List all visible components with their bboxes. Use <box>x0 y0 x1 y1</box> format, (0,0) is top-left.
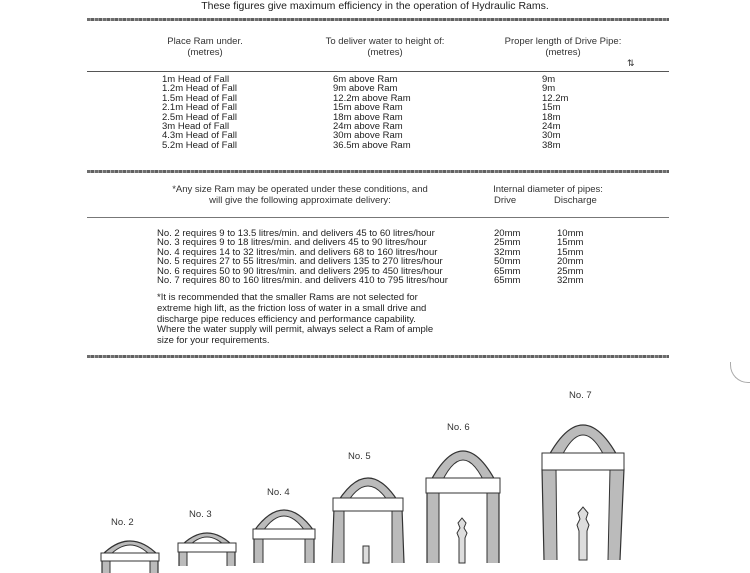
header-drive-pipe <box>478 36 648 58</box>
table-cell: 20mm <box>557 256 584 268</box>
delivery-intro-line: will give the following approximate delivery: <box>209 195 391 206</box>
header-deliver-height <box>300 36 470 58</box>
delivery-intro <box>150 184 450 206</box>
column-drive-length <box>542 75 568 150</box>
table-cell: 1.5m Head of Fall <box>162 92 237 104</box>
header-unit: (metres) <box>187 47 223 58</box>
delivery-intro-line: *Any size Ram may be operated under these conditions, and <box>172 184 428 195</box>
header-line: Proper length of Drive Pipe: <box>504 36 622 47</box>
ram-no6-illustration <box>425 438 501 563</box>
table-cell: 20mm <box>494 228 521 239</box>
table-cell: 10mm <box>557 228 584 239</box>
ram-label-no7: No. 7 <box>569 390 592 401</box>
header-unit: (metres) <box>367 47 403 58</box>
column-delivery-height <box>333 75 411 150</box>
pipes-header: Internal diameter of pipes: <box>493 184 603 195</box>
table-cell: 9m <box>542 83 556 95</box>
table-cell: 15mm <box>557 237 584 249</box>
table-cell: 18m above Ram <box>333 111 403 123</box>
table-cell: No. 3 requires 9 to 18 litres/min. and delivers 45 to 90 litres/hour <box>157 237 427 249</box>
table-cell: 3m Head of Fall <box>162 121 230 133</box>
intro-text: These figures give maximum efficiency in the operation of Hydraulic Rams. <box>201 0 549 12</box>
table-cell: No. 5 requires 27 to 55 litres/min. and delivers 135 to 270 litres/hour <box>157 256 443 268</box>
table-cell: 38m <box>542 139 561 151</box>
table-cell: 15m <box>542 102 561 114</box>
table-cell: 2.5m Head of Fall <box>162 111 237 123</box>
header-line: To deliver water to height of: <box>325 36 445 47</box>
divider <box>87 170 669 173</box>
table-cell: 65mm <box>494 275 521 287</box>
discharge-header: Discharge <box>554 195 597 206</box>
table-cell: 1m Head of Fall <box>162 74 230 85</box>
ram-no3-illustration <box>177 526 237 566</box>
table-cell: 24m above Ram <box>333 121 403 133</box>
divider <box>87 71 669 72</box>
table-cell: 30m above Ram <box>333 130 403 142</box>
table-cell: No. 2 requires 9 to 13.5 litres/min. and delivers 45 to 60 litres/hour <box>157 228 435 239</box>
table-cell: 15m above Ram <box>333 102 403 114</box>
table-cell: 5.2m Head of Fall <box>162 139 237 151</box>
recommendation-note <box>157 293 433 347</box>
table-cell: 6m above Ram <box>333 74 398 85</box>
divider <box>87 355 669 358</box>
table-cell: 9m above Ram <box>333 83 398 95</box>
column-requirements <box>157 229 448 285</box>
table-cell: No. 7 requires 80 to 160 litres/min. and delivers 410 to 795 litres/hour <box>157 275 448 287</box>
ram-label-no5: No. 5 <box>348 451 371 462</box>
divider <box>87 18 669 21</box>
ram-label-no2: No. 2 <box>111 517 134 528</box>
table-cell: 4.3m Head of Fall <box>162 130 237 142</box>
table-cell: 30m <box>542 130 561 142</box>
column-drive-diameter <box>494 229 520 285</box>
table-cell: 2.1m Head of Fall <box>162 102 237 114</box>
table-cell: 1.2m Head of Fall <box>162 83 237 95</box>
table-cell: 12.2m above Ram <box>333 92 411 104</box>
table-cell: 25mm <box>557 265 584 277</box>
ram-no7-illustration <box>540 409 626 560</box>
table-cell: 25mm <box>494 237 521 249</box>
ram-label-no4: No. 4 <box>267 487 290 498</box>
drive-header: Drive <box>494 195 517 206</box>
table-cell: 50mm <box>494 256 521 268</box>
ram-no4-illustration <box>252 503 316 563</box>
table-cell: 36.5m above Ram <box>333 139 411 151</box>
column-discharge-diameter <box>557 229 583 285</box>
table-cell: 32mm <box>557 275 584 287</box>
header-place-ram <box>140 36 270 58</box>
header-line: Place Ram under. <box>167 36 243 47</box>
table-cell: No. 4 requires 14 to 32 litres/min. and delivers 68 to 160 litres/hour <box>157 246 438 258</box>
page-curl-mark <box>730 362 750 383</box>
column-head-of-fall <box>162 75 237 150</box>
divider <box>87 217 669 218</box>
table-cell: 9m <box>542 74 556 85</box>
table-cell: No. 6 requires 50 to 90 litres/min. and delivers 295 to 450 litres/hour <box>157 265 443 277</box>
table-cell: 12.2m <box>542 92 569 104</box>
note-line: Where the water supply will permit, always select a Ram of ample <box>157 324 434 336</box>
note-line: extreme high lift, as the friction loss of water in a small drive and <box>157 302 427 314</box>
note-line: size for your requirements. <box>157 335 270 347</box>
header-unit: (metres) <box>545 47 581 58</box>
table-cell: 24m <box>542 121 561 133</box>
table-cell: 18m <box>542 111 561 123</box>
table-cell: 15mm <box>557 246 584 258</box>
ram-no5-illustration <box>330 468 406 563</box>
ram-label-no6: No. 6 <box>447 422 470 433</box>
table-cell: 32mm <box>494 246 521 258</box>
ram-no2-illustration <box>100 533 160 573</box>
ram-label-no3: No. 3 <box>189 509 212 520</box>
table-cell: 65mm <box>494 265 521 277</box>
margin-mark: ⇅ <box>627 58 635 68</box>
note-line: discharge pipe reduces efficiency and performance capability. <box>157 313 416 325</box>
note-line: *It is recommended that the smaller Rams are not selected for <box>157 292 418 303</box>
